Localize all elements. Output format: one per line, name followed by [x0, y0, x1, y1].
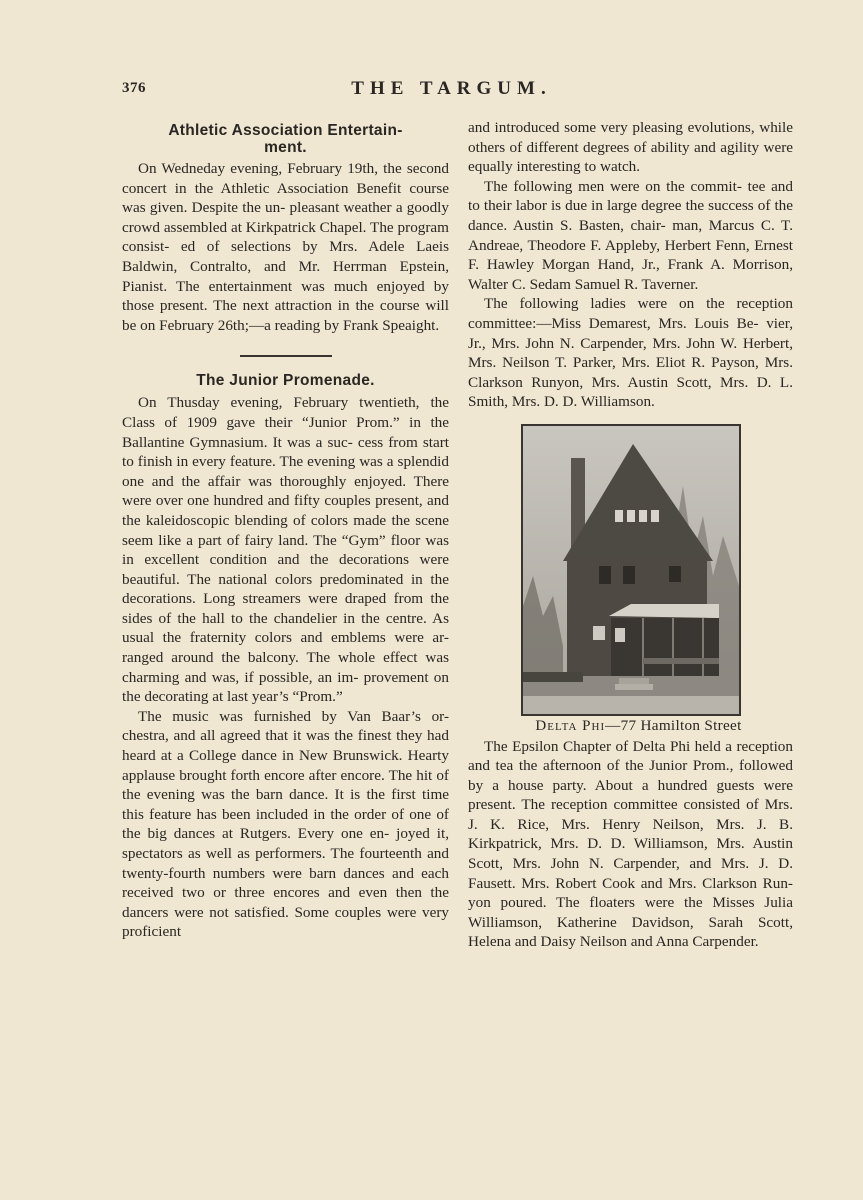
section-divider	[240, 355, 332, 357]
promenade-ladies: The following ladies were on the reception committee:—Miss Demarest, Mrs. Louis Be- vier, Jr., Mrs. John N. Carpender, Mrs. John W. Herbert, Mrs. Neilson T. Parker, Mrs. Eliot R. Payson, Mrs. Clarkson Runyon, Mrs. Austin Scott, Mrs. D. L. Smith, Mrs. D. D. Williamson.	[468, 295, 793, 411]
article-title-promenade: The Junior Promenade.	[196, 372, 375, 390]
article-athletic-body: On Wedneday evening, February 19th, the second concert in the Athletic Association Benefit course was given. Despite the un- pleasant weather a goodly crowd assembled at Kirkpatrick Chapel. The program consist- ed of selections by Mrs. Adele Laeis Baldwin, Contralto, and Mr. Herrman Epstein, Pianist. The entertainment was much enjoyed by those present. The next attraction in the course will be on February 26th;—a reading by Frank Speaight.	[122, 160, 449, 334]
page-number: 376	[122, 80, 146, 96]
article-title-athletic	[122, 122, 449, 156]
article-promenade-para2: The music was furnished by Van Baar’s or- chestra, and all agreed that it was the finest they had heard at a College dance in New Brunswick. Hearty applause brought forth encore after encore. The hit of the evening was the barn dance. It is the first time this feature has been included in the order of one of the big dances at Rutgers. Every one en- joyed it, spectators as well as performers. The fourteenth and twenty-fourth numbers were barn dances and each received two or three encores and even then the dancers were not satisfied. Some couples were very proficient	[122, 707, 449, 941]
caption-name: Delta Phi	[535, 717, 606, 734]
article-title-line2: ment.	[264, 139, 307, 156]
caption-address: —77 Hamilton Street	[605, 716, 742, 734]
article-promenade-para1: On Thusday evening, February twentieth, the Class of 1909 gave their “Junior Prom.” in the Ballantine Gymnasium. It was a suc- cess from start to finish in every feature. The evening was a splendid one and the affair was thoroughly enjoyed. There were over one hundred and fifty couples present, and the kaleidoscopic blending of colors made the scene seem like a part of fairy land. The “Gym” floor was in excellent condition and the decorations were beautiful. The national colors predominated in the decorations. Long streamers were draped from the sides of the hall to the chandelier in the centre. As usual the fraternity colors and emblems were ar- ranged around the balcony. The whole effect was charming and was, if possible, an im- provement on the decorating at last year’s “Prom.”	[122, 394, 449, 706]
article-title-line1: Athletic Association Entertain-	[168, 122, 403, 139]
photo-caption	[468, 716, 793, 737]
right-column	[468, 118, 793, 952]
delta-phi-paragraph: The Epsilon Chapter of Delta Phi held a reception and tea the afternoon of the Junior Prom., followed by a house party. About a hundred guests were present. The reception committee consisted of Mrs. J. K. Rice, Mrs. Henry Neilson, Mrs. J. B. Kirkpatrick, Mrs. D. D. Williamson, Mrs. Austin Scott, Mrs. John N. Carpender, and Mrs. J. D. Fausett. Mrs. Robert Cook and Mrs. Clarkson Run- yon poured. The floaters were the Misses Julia Williamson, Katherine Davidson, Sarah Scott, Helena and Daisy Neilson and Anna Carpender.	[468, 737, 793, 951]
house-photo-drawing	[523, 426, 739, 714]
promenade-continuation: and introduced some very pleasing evolutions, while others of different degrees of ability and agility were equally interesting to watch.	[468, 119, 793, 176]
running-head: THE TARGUM.	[351, 78, 552, 99]
promenade-committee: The following men were on the commit- tee and to their labor is due in large degree the success of the dance. Austin S. Basten, chair- man, Marcus C. T. Andreae, Theodore F. Appleby, Herbert Fenn, Ernest F. Hawley Morgan Hand, Jr., Frank A. Morrison, Walter C. Sedam Samuel R. Taverner.	[468, 177, 793, 293]
house-photo-icon	[521, 424, 741, 716]
left-column	[122, 118, 449, 942]
